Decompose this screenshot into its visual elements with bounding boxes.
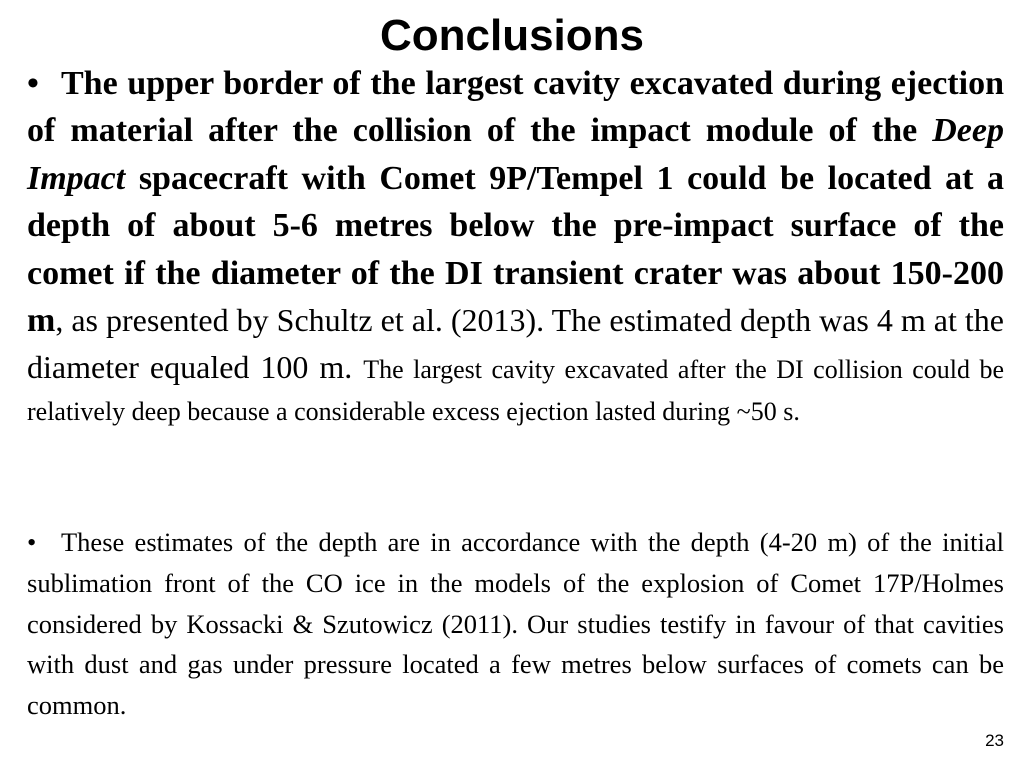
bullet-marker: • (27, 527, 37, 557)
slide-title: Conclusions (379, 11, 645, 60)
bullet1-regular-text: , as presented by Schultz et al. (2013). The estimated depth was 4 m at the diameter equaled 100 m. (27, 302, 1004, 386)
bullet1-bold-text-continued: spacecraft with Comet 9P/Tempel 1 could be located at a depth of about 5-6 metres below the pre-impact surface of the comet if the diameter of the DI transient crater was about 150-200 m (27, 159, 1004, 340)
page-number: 23 (985, 731, 1004, 750)
bullet1-bold-text: The upper border of the largest cavity excavated during ejection of material after the collision of the impact module of the (27, 65, 1004, 150)
bullet-item-2 (27, 522, 1004, 726)
bullet1-small-text: The largest cavity excavated after the DI collision could be relatively deep because a considerable excess ejection lasted during ~50 s. (27, 355, 1004, 426)
bullet1-italic-text: Deep Impact (27, 112, 1004, 197)
bullet-marker: • (27, 65, 39, 102)
bullet2-text: These estimates of the depth are in accordance with the depth (4-20 m) of the initial sublimation front of the CO ice in the models of the explosion of Comet 17P/Holmes considered by Kossacki & Szutowicz (2011). Our studies testify in favour of that cavities with dust and gas under pressure located a few metres below surfaces of comets can be common. (27, 527, 1004, 721)
bullet-item-1 (27, 60, 1004, 432)
